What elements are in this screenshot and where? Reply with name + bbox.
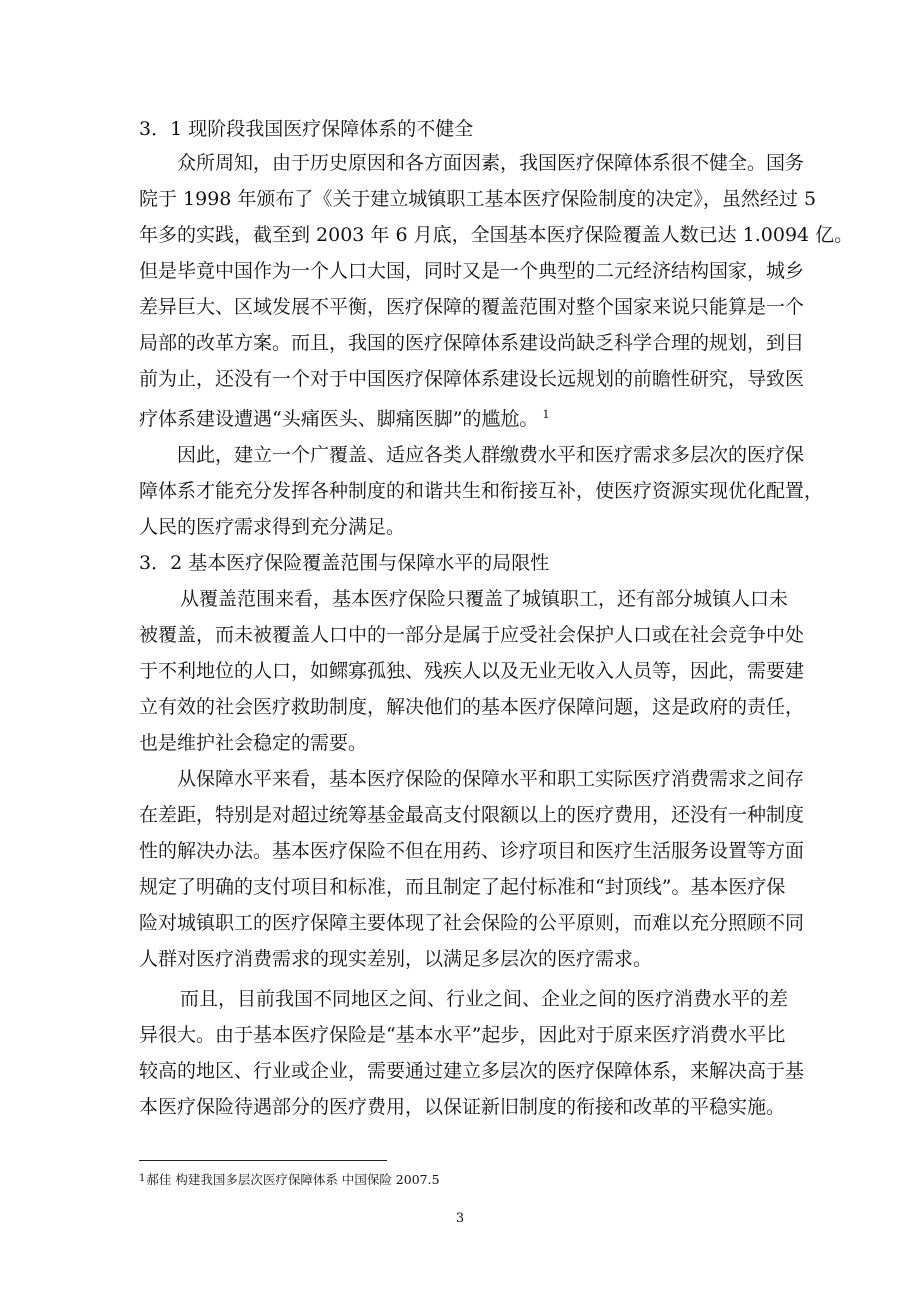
text-line: 众所周知，由于历史原因和各方面因素，我国医疗保障体系很不健全。国务 bbox=[177, 152, 805, 174]
text-line: 异很大。由于基本医疗保险是“基本水平”起步，因此对于原来医疗消费水平比 bbox=[139, 1024, 786, 1046]
text-line: 从保障水平来看，基本医疗保险的保障水平和职工实际医疗消费需求之间存 bbox=[177, 768, 805, 790]
footnote bbox=[139, 1170, 440, 1189]
text-line: 从覆盖范围来看，基本医疗保险只覆盖了城镇职工，还有部分城镇人口未 bbox=[180, 588, 789, 610]
text-line: 被覆盖，而未被覆盖人口中的一部分是属于应受社会保护人口或在社会竞争中处 bbox=[139, 624, 805, 646]
page-number: 3 bbox=[455, 1211, 465, 1226]
footnote-reference[interactable]: 1 bbox=[542, 408, 550, 421]
section-heading: 3．2 基本医疗保险覆盖范围与保障水平的局限性 bbox=[139, 552, 550, 574]
text-line-content: 疗体系建设遭遇“头痛医头、脚痛医脚”的尴尬。 bbox=[139, 408, 539, 430]
text-line: 年多的实践，截至到 2003 年 6 月底，全国基本医疗保险覆盖人数已达 1.0094 亿。 bbox=[139, 224, 854, 246]
text-line: 在差距，特别是对超过统筹基金最高支付限额以上的医疗费用，还没有一种制度 bbox=[139, 804, 805, 826]
text-line: 因此，建立一个广覆盖、适应各类人群缴费水平和医疗需求多层次的医疗保 bbox=[177, 444, 805, 466]
text-line: 院于 1998 年颁布了《关于建立城镇职工基本医疗保险制度的决定》，虽然经过 5 bbox=[139, 188, 817, 210]
text-line: 差异巨大、区域发展不平衡，医疗保障的覆盖范围对整个国家来说只能算是一个 bbox=[139, 296, 805, 318]
text-line bbox=[139, 403, 779, 431]
footnote-mark: 1 bbox=[139, 1173, 146, 1184]
text-line: 而且，目前我国不同地区之间、行业之间、企业之间的医疗消费水平的差 bbox=[180, 988, 789, 1010]
text-line: 规定了明确的支付项目和标准，而且制定了起付标准和“封顶线”。基本医疗保 bbox=[139, 876, 786, 898]
text-line: 但是毕竟中国作为一个人口大国，同时又是一个典型的二元经济结构国家，城乡 bbox=[139, 260, 805, 282]
text-line: 人民的医疗需求得到充分满足。 bbox=[139, 516, 406, 538]
text-line: 障体系才能充分发挥各种制度的和谐共生和衔接互补，使医疗资源实现优化配置， bbox=[139, 480, 824, 502]
text-line: 人群对医疗消费需求的现实差别，以满足多层次的医疗需求。 bbox=[139, 948, 653, 970]
footnote-divider bbox=[139, 1160, 387, 1161]
text-line: 本医疗保险待遇部分的医疗费用，以保证新旧制度的衔接和改革的平稳实施。 bbox=[139, 1096, 786, 1118]
text-line: 局部的改革方案。而且，我国的医疗保障体系建设尚缺乏科学合理的规划，到目 bbox=[139, 332, 805, 354]
text-line: 险对城镇职工的医疗保障主要体现了社会保险的公平原则，而难以充分照顾不同 bbox=[139, 912, 805, 934]
text-line: 也是维护社会稳定的需要。 bbox=[139, 732, 368, 754]
section-heading: 3．1 现阶段我国医疗保障体系的不健全 bbox=[139, 118, 474, 140]
footnote-text: 郝佳 构建我国多层次医疗保障体系 中国保险 2007.5 bbox=[146, 1172, 440, 1187]
text-line: 性的解决办法。基本医疗保险不但在用药、诊疗项目和医疗生活服务设置等方面 bbox=[139, 840, 805, 862]
text-line: 于不利地位的人口，如鳏寡孤独、残疾人以及无业无收入人员等，因此，需要建 bbox=[139, 660, 805, 682]
text-line: 前为止，还没有一个对于中国医疗保障体系建设长远规划的前瞻性研究，导致医 bbox=[139, 368, 805, 390]
text-line: 较高的地区、行业或企业，需要通过建立多层次的医疗保障体系，来解决高于基 bbox=[139, 1060, 805, 1082]
text-line: 立有效的社会医疗救助制度，解决他们的基本医疗保障问题，这是政府的责任， bbox=[139, 696, 805, 718]
